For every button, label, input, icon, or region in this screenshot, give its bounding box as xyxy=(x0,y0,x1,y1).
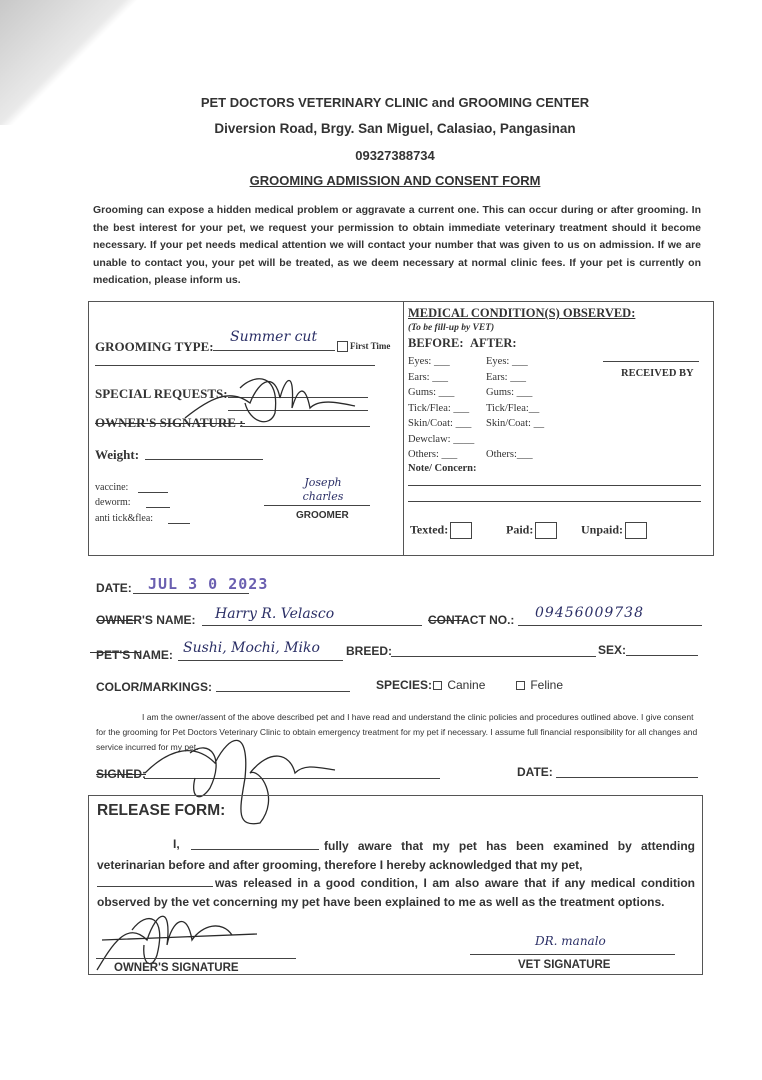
received-by-line xyxy=(603,361,699,362)
before-others[interactable]: Others: ___ xyxy=(408,449,458,460)
unpaid-checkbox[interactable] xyxy=(625,522,647,539)
release-text-3: was released in a good condition, I am also aware that if any medical condition observed by the vet concerning my pet have been explained to me as well as the treatment options. xyxy=(97,876,695,909)
grooming-type-value[interactable]: Summer cut xyxy=(230,329,318,345)
signed-strike xyxy=(96,774,146,775)
unpaid-option[interactable]: Unpaid: xyxy=(581,522,647,539)
weight-line xyxy=(145,459,263,460)
vaccine-label: vaccine: xyxy=(95,482,129,493)
owner-release-signature-label: OWNER'S SIGNATURE xyxy=(114,962,239,974)
medical-title: MEDICAL CONDITION(S) OBSERVED: xyxy=(408,306,636,320)
groomer-label: GROOMER xyxy=(296,510,349,521)
owner-release-signature-line xyxy=(96,958,296,959)
before-list xyxy=(408,354,474,463)
after-ears[interactable]: Ears: ___ xyxy=(486,371,526,383)
form-title: GROOMING ADMISSION AND CONSENT FORM xyxy=(249,173,541,188)
before-skincoat[interactable]: Skin/Coat: ___ xyxy=(408,418,472,429)
release-text-2: fully aware that my pet has been examined by attending veterinarian before and after grooming, therefore I hereby acknowledged that my pet, xyxy=(97,839,695,872)
weight-label: Weight: xyxy=(95,447,140,462)
owner-name-label: OWNER'S NAME: xyxy=(96,613,196,627)
antitick-label: anti tick&flea: xyxy=(95,513,154,524)
release-title: RELEASE FORM: xyxy=(97,802,226,819)
medical-subtitle: (To be fill-up by VET) xyxy=(408,323,495,333)
color-markings-label: COLOR/MARKINGS: xyxy=(96,680,212,694)
release-text-1: I, xyxy=(173,837,180,851)
groomer-line xyxy=(264,505,370,506)
vet-signature-label: VET SIGNATURE xyxy=(518,959,611,971)
species-label: SPECIES: xyxy=(376,678,433,692)
owner-name-value[interactable]: Harry R. Velasco xyxy=(215,606,335,622)
vaccine-line xyxy=(138,492,168,493)
note-label: Note/ Concern: xyxy=(408,463,477,474)
signed-date-line xyxy=(556,777,698,778)
before-dewclaw[interactable]: Dewclaw: ____ xyxy=(408,433,475,445)
grooming-type-line-2 xyxy=(95,365,375,366)
owner-name-strike xyxy=(96,620,136,621)
color-markings-line xyxy=(216,691,350,692)
owner-signature-scribble xyxy=(180,368,370,438)
before-gums[interactable]: Gums: ___ xyxy=(408,387,455,398)
pet-name-strike xyxy=(90,652,140,653)
first-time-label: First Time xyxy=(350,341,391,351)
grooming-type-line xyxy=(213,350,335,351)
deworm-label: deworm: xyxy=(95,497,131,508)
canine-option[interactable]: Canine xyxy=(433,678,485,692)
paid-option[interactable]: Paid: xyxy=(506,522,557,539)
intro-paragraph: Grooming can expose a hidden medical problem or aggravate a current one. This can occur during or after grooming. In the best interest for your pet, we request your permission to obtain immediate veterinary treatment should it become necessary. If your pet needs medical attention we will contact your number that was given to us on admission. If we are unable to contact you, your pet will be treated, as we deem necessary at normal clinic fees. If your pet is currently on medication, please inform us. xyxy=(93,204,701,286)
contact-line xyxy=(518,625,702,626)
groomer-name: Joseph charles xyxy=(302,476,344,503)
texted-checkbox[interactable] xyxy=(450,522,472,539)
owner-signature-label: OWNER'S SIGNATURE : xyxy=(95,415,244,430)
sex-line xyxy=(626,655,698,656)
owner-name-line xyxy=(202,625,422,626)
pet-name-label: PET'S NAME: xyxy=(96,648,173,662)
after-list xyxy=(486,354,544,463)
after-gums[interactable]: Gums: ___ xyxy=(486,387,533,398)
sex-label: SEX: xyxy=(598,643,627,657)
consent-paragraph: I am the owner/assent of the above described pet and I have read and understand the clinic policies and procedures outlined above. I give consent for the grooming for Pet Doctors Veterinary Clinic to obtain emergency treatment for my pet if necessary. I assume full financial responsibility for all changes and service incurred for my pet. xyxy=(96,712,698,752)
feline-checkbox[interactable] xyxy=(516,681,525,690)
contact-value[interactable]: 09456009738 xyxy=(535,605,644,621)
after-label: AFTER: xyxy=(470,336,517,350)
clinic-address: Diversion Road, Brgy. San Miguel, Calasiao, Pangasinan xyxy=(214,121,576,136)
clinic-phone: 09327388734 xyxy=(355,148,435,163)
breed-line xyxy=(391,656,596,657)
paid-checkbox[interactable] xyxy=(535,522,557,539)
clinic-name: PET DOCTORS VETERINARY CLINIC and GROOMING CENTER xyxy=(200,95,590,110)
grooming-type-label: GROOMING TYPE: xyxy=(95,339,214,354)
date-line xyxy=(133,593,249,594)
first-time-checkbox[interactable] xyxy=(337,341,348,352)
feline-option[interactable]: Feline xyxy=(516,678,563,692)
after-others[interactable]: Others:___ xyxy=(486,449,533,460)
deworm-line xyxy=(146,507,170,508)
special-requests-label: SPECIAL REQUESTS: xyxy=(95,386,228,401)
signed-date-label: DATE: xyxy=(517,765,553,779)
before-eyes[interactable]: Eyes: ___ xyxy=(408,356,450,367)
pet-name-value[interactable]: Sushi, Mochi, Miko xyxy=(183,640,320,656)
texted-option[interactable]: Texted: xyxy=(410,522,472,539)
before-tickflea[interactable]: Tick/Flea: ___ xyxy=(408,402,470,414)
note-line-1[interactable] xyxy=(408,485,701,486)
after-eyes[interactable]: Eyes: ___ xyxy=(486,356,528,367)
signed-label: SIGNED: xyxy=(96,767,147,781)
breed-label: BREED: xyxy=(346,644,393,658)
first-time-option[interactable] xyxy=(337,341,390,352)
contact-label: CONTACT NO.: xyxy=(428,613,515,627)
after-skincoat[interactable]: Skin/Coat: __ xyxy=(486,418,545,429)
received-by-label: RECEIVED BY xyxy=(621,368,694,379)
note-line-2[interactable] xyxy=(408,501,701,502)
contact-strike xyxy=(428,620,468,621)
before-ears[interactable]: Ears: ___ xyxy=(408,371,448,383)
date-label: DATE: xyxy=(96,581,132,595)
vet-signature-line xyxy=(470,954,675,955)
antitick-line xyxy=(168,523,190,524)
vet-signature-value: DR. manalo xyxy=(535,934,606,948)
after-tickflea[interactable]: Tick/Flea:__ xyxy=(486,402,540,414)
canine-checkbox[interactable] xyxy=(433,681,442,690)
before-label: BEFORE: xyxy=(408,336,464,350)
date-stamp[interactable]: JUL 3 0 2023 xyxy=(148,575,269,593)
pet-name-line xyxy=(178,660,343,661)
